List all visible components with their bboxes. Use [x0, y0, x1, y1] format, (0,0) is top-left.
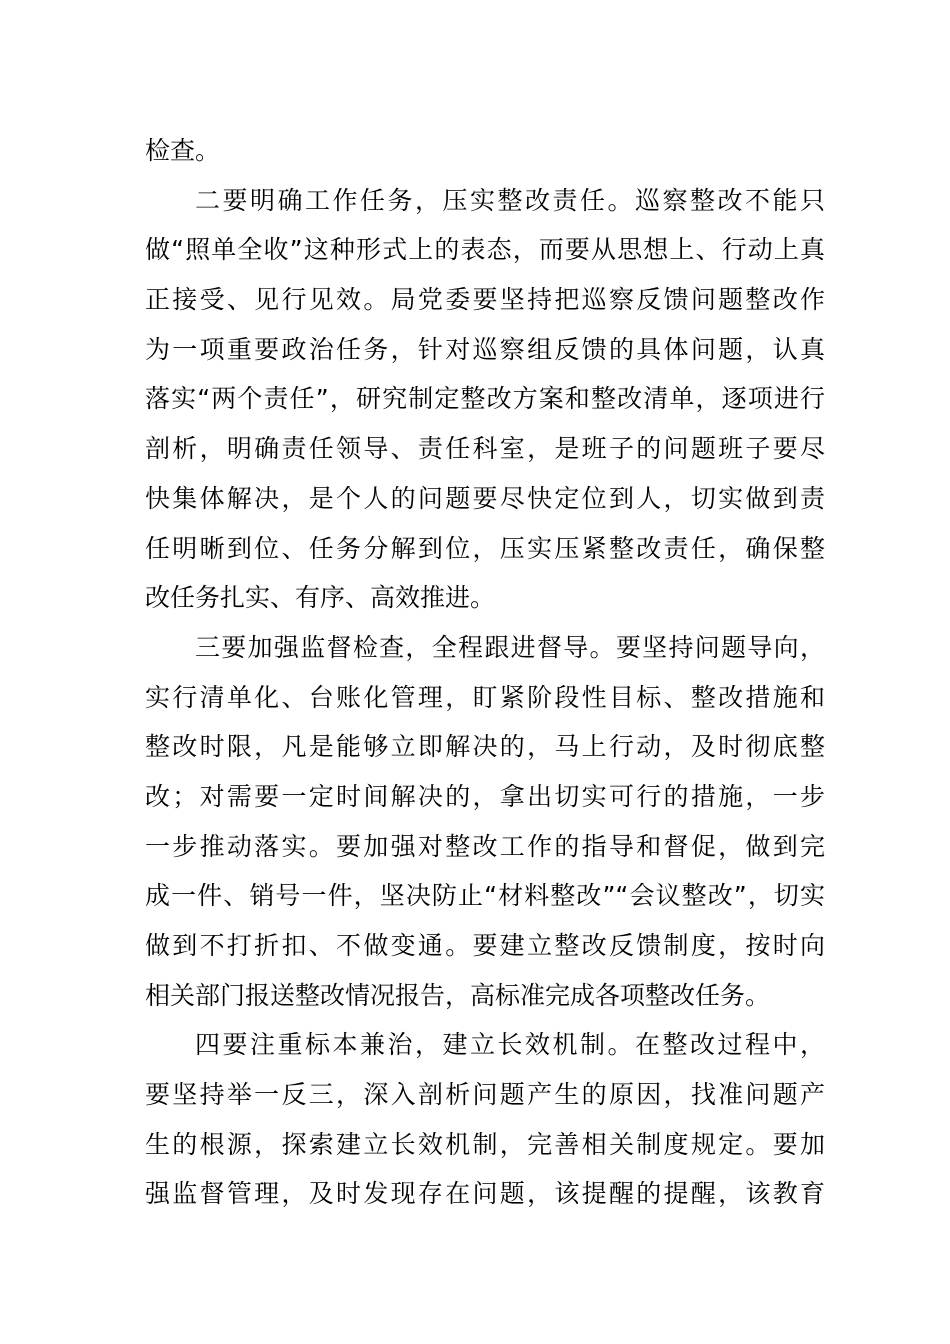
- text-line: 改；对需要一定时间解决的，拿出切实可行的措施，一步: [145, 781, 825, 811]
- text-line: 做“照单全收”这种形式上的表态，而要从思想上、行动上真: [145, 235, 825, 265]
- text-line: 正接受、见行见效。局党委要坚持把巡察反馈问题整改作: [145, 285, 825, 315]
- text-line: 相关部门报送整改情况报告，高标准完成各项整改任务。: [145, 980, 771, 1010]
- text-line: 成一件、销号一件，坚决防止“材料整改”“会议整改”，切实: [145, 881, 825, 911]
- text-line: 检查。: [145, 136, 221, 165]
- text-line: 二要明确工作任务，压实整改责任。巡察整改不能只: [195, 185, 825, 215]
- text-line: 三要加强监督检查，全程跟进督导。要坚持问题导向，: [195, 632, 825, 662]
- text-line: 四要注重标本兼治，建立长效机制。在整改过程中，: [195, 1030, 825, 1060]
- text-line: 改任务扎实、有序、高效推进。: [145, 583, 496, 613]
- text-line: 落实“两个责任”，研究制定整改方案和整改清单，逐项进行: [145, 384, 825, 414]
- document-body-text: [145, 126, 825, 1219]
- text-line: 实行清单化、台账化管理，盯紧阶段性目标、整改措施和: [145, 682, 825, 712]
- text-line: 剖析，明确责任领导、责任科室，是班子的问题班子要尽: [145, 434, 825, 464]
- text-line: 生的根源，探索建立长效机制，完善相关制度规定。要加: [145, 1129, 825, 1159]
- text-line: 整改时限，凡是能够立即解决的，马上行动，及时彻底整: [145, 732, 825, 762]
- text-line: 任明晰到位、任务分解到位，压实压紧整改责任，确保整: [145, 533, 825, 563]
- text-line: 快集体解决，是个人的问题要尽快定位到人，切实做到责: [145, 483, 825, 513]
- text-line: 要坚持举一反三，深入剖析问题产生的原因，找准问题产: [145, 1080, 825, 1110]
- text-line: 做到不打折扣、不做变通。要建立整改反馈制度，按时向: [145, 931, 825, 960]
- text-line: 强监督管理，及时发现存在问题，该提醒的提醒，该教育: [145, 1179, 825, 1209]
- text-line: 一步推动落实。要加强对整改工作的指导和督促，做到完: [145, 831, 825, 861]
- text-line: 为一项重要政治任务，针对巡察组反馈的具体问题，认真: [145, 334, 825, 364]
